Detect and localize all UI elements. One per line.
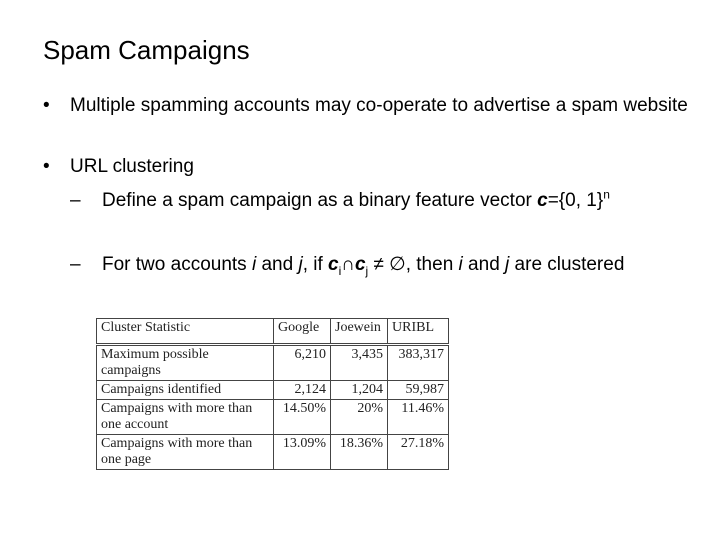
cell-google: 6,210	[274, 345, 331, 381]
text-segment: and	[462, 254, 506, 275]
cluster-statistics-table	[96, 318, 449, 470]
exponent-n: n	[603, 187, 610, 202]
row-label: Maximum possible campaigns	[97, 345, 274, 381]
table-row	[97, 381, 449, 400]
cell-google: 2,124	[274, 381, 331, 400]
subscript-j: j	[365, 263, 369, 278]
slide-title: Spam Campaigns	[43, 35, 250, 65]
var-i: i	[251, 254, 257, 275]
var-i: i	[458, 254, 463, 275]
text-segment: , if	[302, 254, 329, 275]
text-segment: For two accounts	[102, 254, 252, 275]
cell-uribl: 11.46%	[388, 400, 449, 435]
text-segment: and	[256, 254, 299, 275]
table-row	[97, 345, 449, 381]
cell-joewein: 20%	[331, 400, 388, 435]
vector-c: c	[537, 190, 548, 211]
header-joewein: Joewein	[331, 319, 388, 345]
text-segment: ≠ ∅, then	[368, 254, 459, 275]
cell-uribl: 383,317	[388, 345, 449, 381]
dash-mark: –	[70, 190, 81, 211]
dash-mark: –	[70, 254, 81, 275]
text-segment: ={0, 1}	[547, 190, 604, 211]
header-uribl: URIBL	[388, 319, 449, 345]
cell-google: 13.09%	[274, 435, 331, 470]
text-segment: Define a spam campaign as a binary feature vector	[102, 190, 538, 211]
table-row	[97, 435, 449, 470]
vector-ci: c	[328, 254, 339, 275]
var-j: j	[298, 254, 303, 275]
sub-bullet-text	[102, 187, 662, 214]
row-label: Campaigns with more than one page	[97, 435, 274, 470]
intersection-symbol: ∩	[341, 254, 355, 275]
subscript-i: i	[338, 263, 342, 278]
cell-joewein: 18.36%	[331, 435, 388, 470]
cell-joewein: 3,435	[331, 345, 388, 381]
table-header-row	[97, 319, 449, 345]
row-label: Campaigns identified	[97, 381, 274, 400]
text-segment: are clustered	[509, 254, 625, 275]
var-j: j	[505, 254, 510, 275]
row-label: Campaigns with more than one account	[97, 400, 274, 435]
cell-google: 14.50%	[274, 400, 331, 435]
cell-uribl: 59,987	[388, 381, 449, 400]
table-row	[97, 400, 449, 435]
bullet-mark: •	[43, 156, 50, 177]
cell-uribl: 27.18%	[388, 435, 449, 470]
sub-bullet-text	[102, 251, 662, 278]
bullet-text: URL clustering	[70, 156, 194, 177]
bullet-mark: •	[43, 95, 50, 116]
header-google: Google	[274, 319, 331, 345]
cell-joewein: 1,204	[331, 381, 388, 400]
header-cluster-statistic: Cluster Statistic	[97, 319, 274, 345]
bullet-text: Multiple spamming accounts may co-operate to advertise a spam website	[70, 95, 688, 116]
vector-cj: c	[354, 254, 366, 275]
